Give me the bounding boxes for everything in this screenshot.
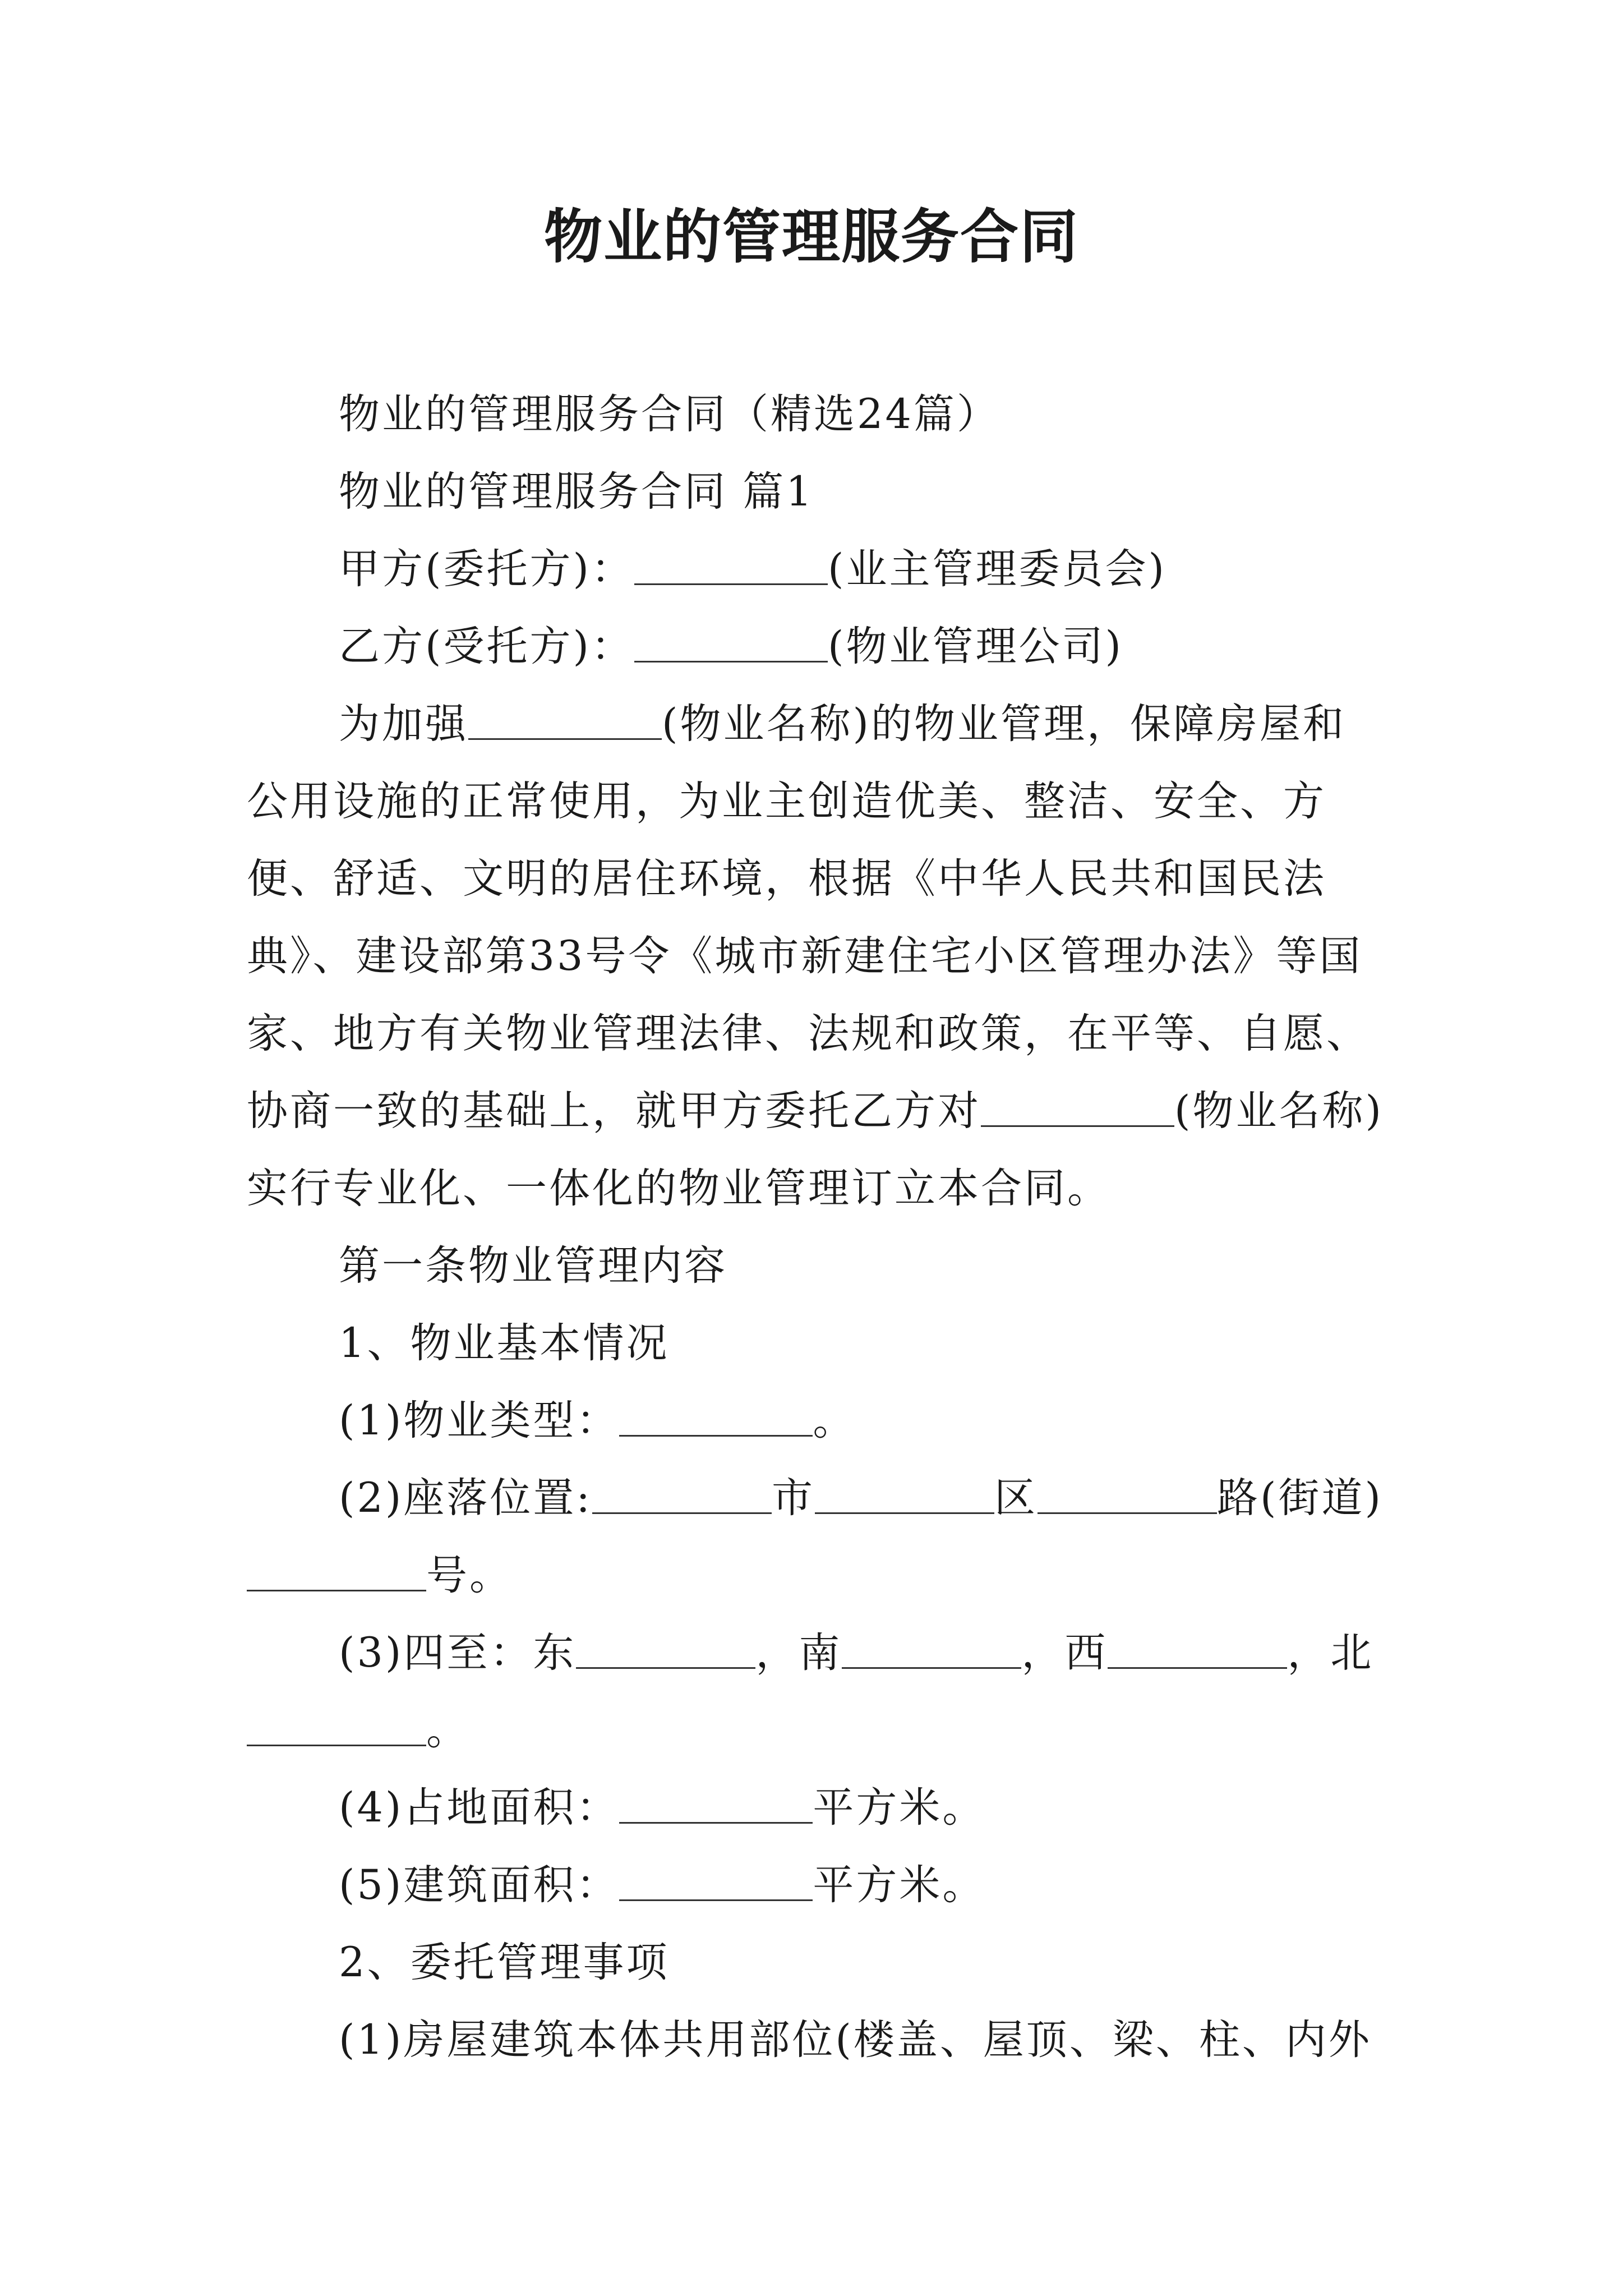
item-3-end: 。 (426, 1706, 469, 1754)
item-shared-parts: (1)房屋建筑本体共用部位(楼盖、屋顶、梁、柱、内外 (339, 2016, 1372, 2064)
item-1-end: 。 (813, 1397, 856, 1444)
document-subtitle: 物业的管理服务合同（精选24篇） (339, 390, 1000, 438)
item-4-label: (4)占地面积： (339, 1784, 620, 1832)
party-a-label: 甲方(委托方)： (339, 545, 634, 593)
section-2-heading: 2、委托管理事项 (339, 1939, 670, 1986)
north-blank (247, 1700, 426, 1746)
item-location (247, 1460, 1385, 1614)
number-label: 号。 (426, 1552, 513, 1599)
chapter-heading: 物业的管理服务合同 篇1 (339, 468, 814, 516)
document-body (247, 376, 1385, 2079)
east-blank (576, 1622, 755, 1669)
section-1-heading: 1、物业基本情况 (339, 1319, 670, 1367)
item-5-label: (5)建筑面积： (339, 1861, 620, 1909)
party-a-blank (634, 539, 828, 585)
intro-text-3: (物业名称)实行专业化、一体化的物业管理订立本合同。 (247, 1087, 1384, 1212)
item-5-unit: 平方米。 (813, 1861, 986, 1909)
item-1-label: (1)物业类型： (339, 1397, 620, 1444)
party-b-label: 乙方(受托方)： (339, 623, 634, 670)
city-blank (592, 1467, 772, 1514)
south-blank (842, 1622, 1021, 1669)
article-1-heading: 第一条物业管理内容 (339, 1242, 727, 1290)
city-label: 市 (772, 1474, 815, 1522)
party-b-line (247, 608, 1385, 685)
north-label: ，北 (1287, 1629, 1374, 1677)
number-blank (247, 1545, 426, 1591)
west-label: ，西 (1021, 1629, 1108, 1677)
party-a-role: (业主管理委员会) (827, 545, 1166, 593)
item-property-type (247, 1382, 1385, 1460)
party-b-blank (634, 616, 828, 662)
district-label: 区 (994, 1474, 1038, 1522)
property-type-blank (619, 1390, 813, 1437)
intro-paragraph (247, 685, 1385, 1227)
south-label: ，南 (755, 1629, 842, 1677)
land-area-blank (619, 1777, 813, 1824)
building-area-blank (619, 1855, 813, 1901)
road-blank (1038, 1467, 1217, 1514)
intro-text-2: (物业名称)的物业管理，保障房屋和公用设施的正常使用，为业主创造优美、整洁、安全、方便、舒适、文明的居住环境，根据《中华人民共和国民法典》、建设部第33号令《城市新建住宅小区管理办法》等国家、地方有关物业管理法律、法规和政策，在平等、自愿、协商一致的基础上，就甲方委托乙方对 (247, 700, 1370, 1135)
district-blank (815, 1467, 994, 1514)
item-3-label: (3)四至：东 (339, 1629, 577, 1677)
property-name-blank (468, 693, 662, 740)
property-name-blank-2 (981, 1080, 1174, 1127)
party-b-role: (物业管理公司) (827, 623, 1123, 670)
item-land-area (247, 1769, 1385, 1847)
item-building-area (247, 1847, 1385, 1924)
item-4-unit: 平方米。 (813, 1784, 986, 1832)
document-title: 物业的管理服务合同 (543, 202, 1079, 271)
intro-text-1: 为加强 (339, 700, 468, 748)
item-2-label: (2)座落位置: (339, 1474, 592, 1522)
road-label: 路(街道) (1217, 1474, 1383, 1522)
item-boundaries (247, 1614, 1385, 1769)
party-a-line (247, 531, 1385, 608)
west-blank (1108, 1622, 1287, 1669)
